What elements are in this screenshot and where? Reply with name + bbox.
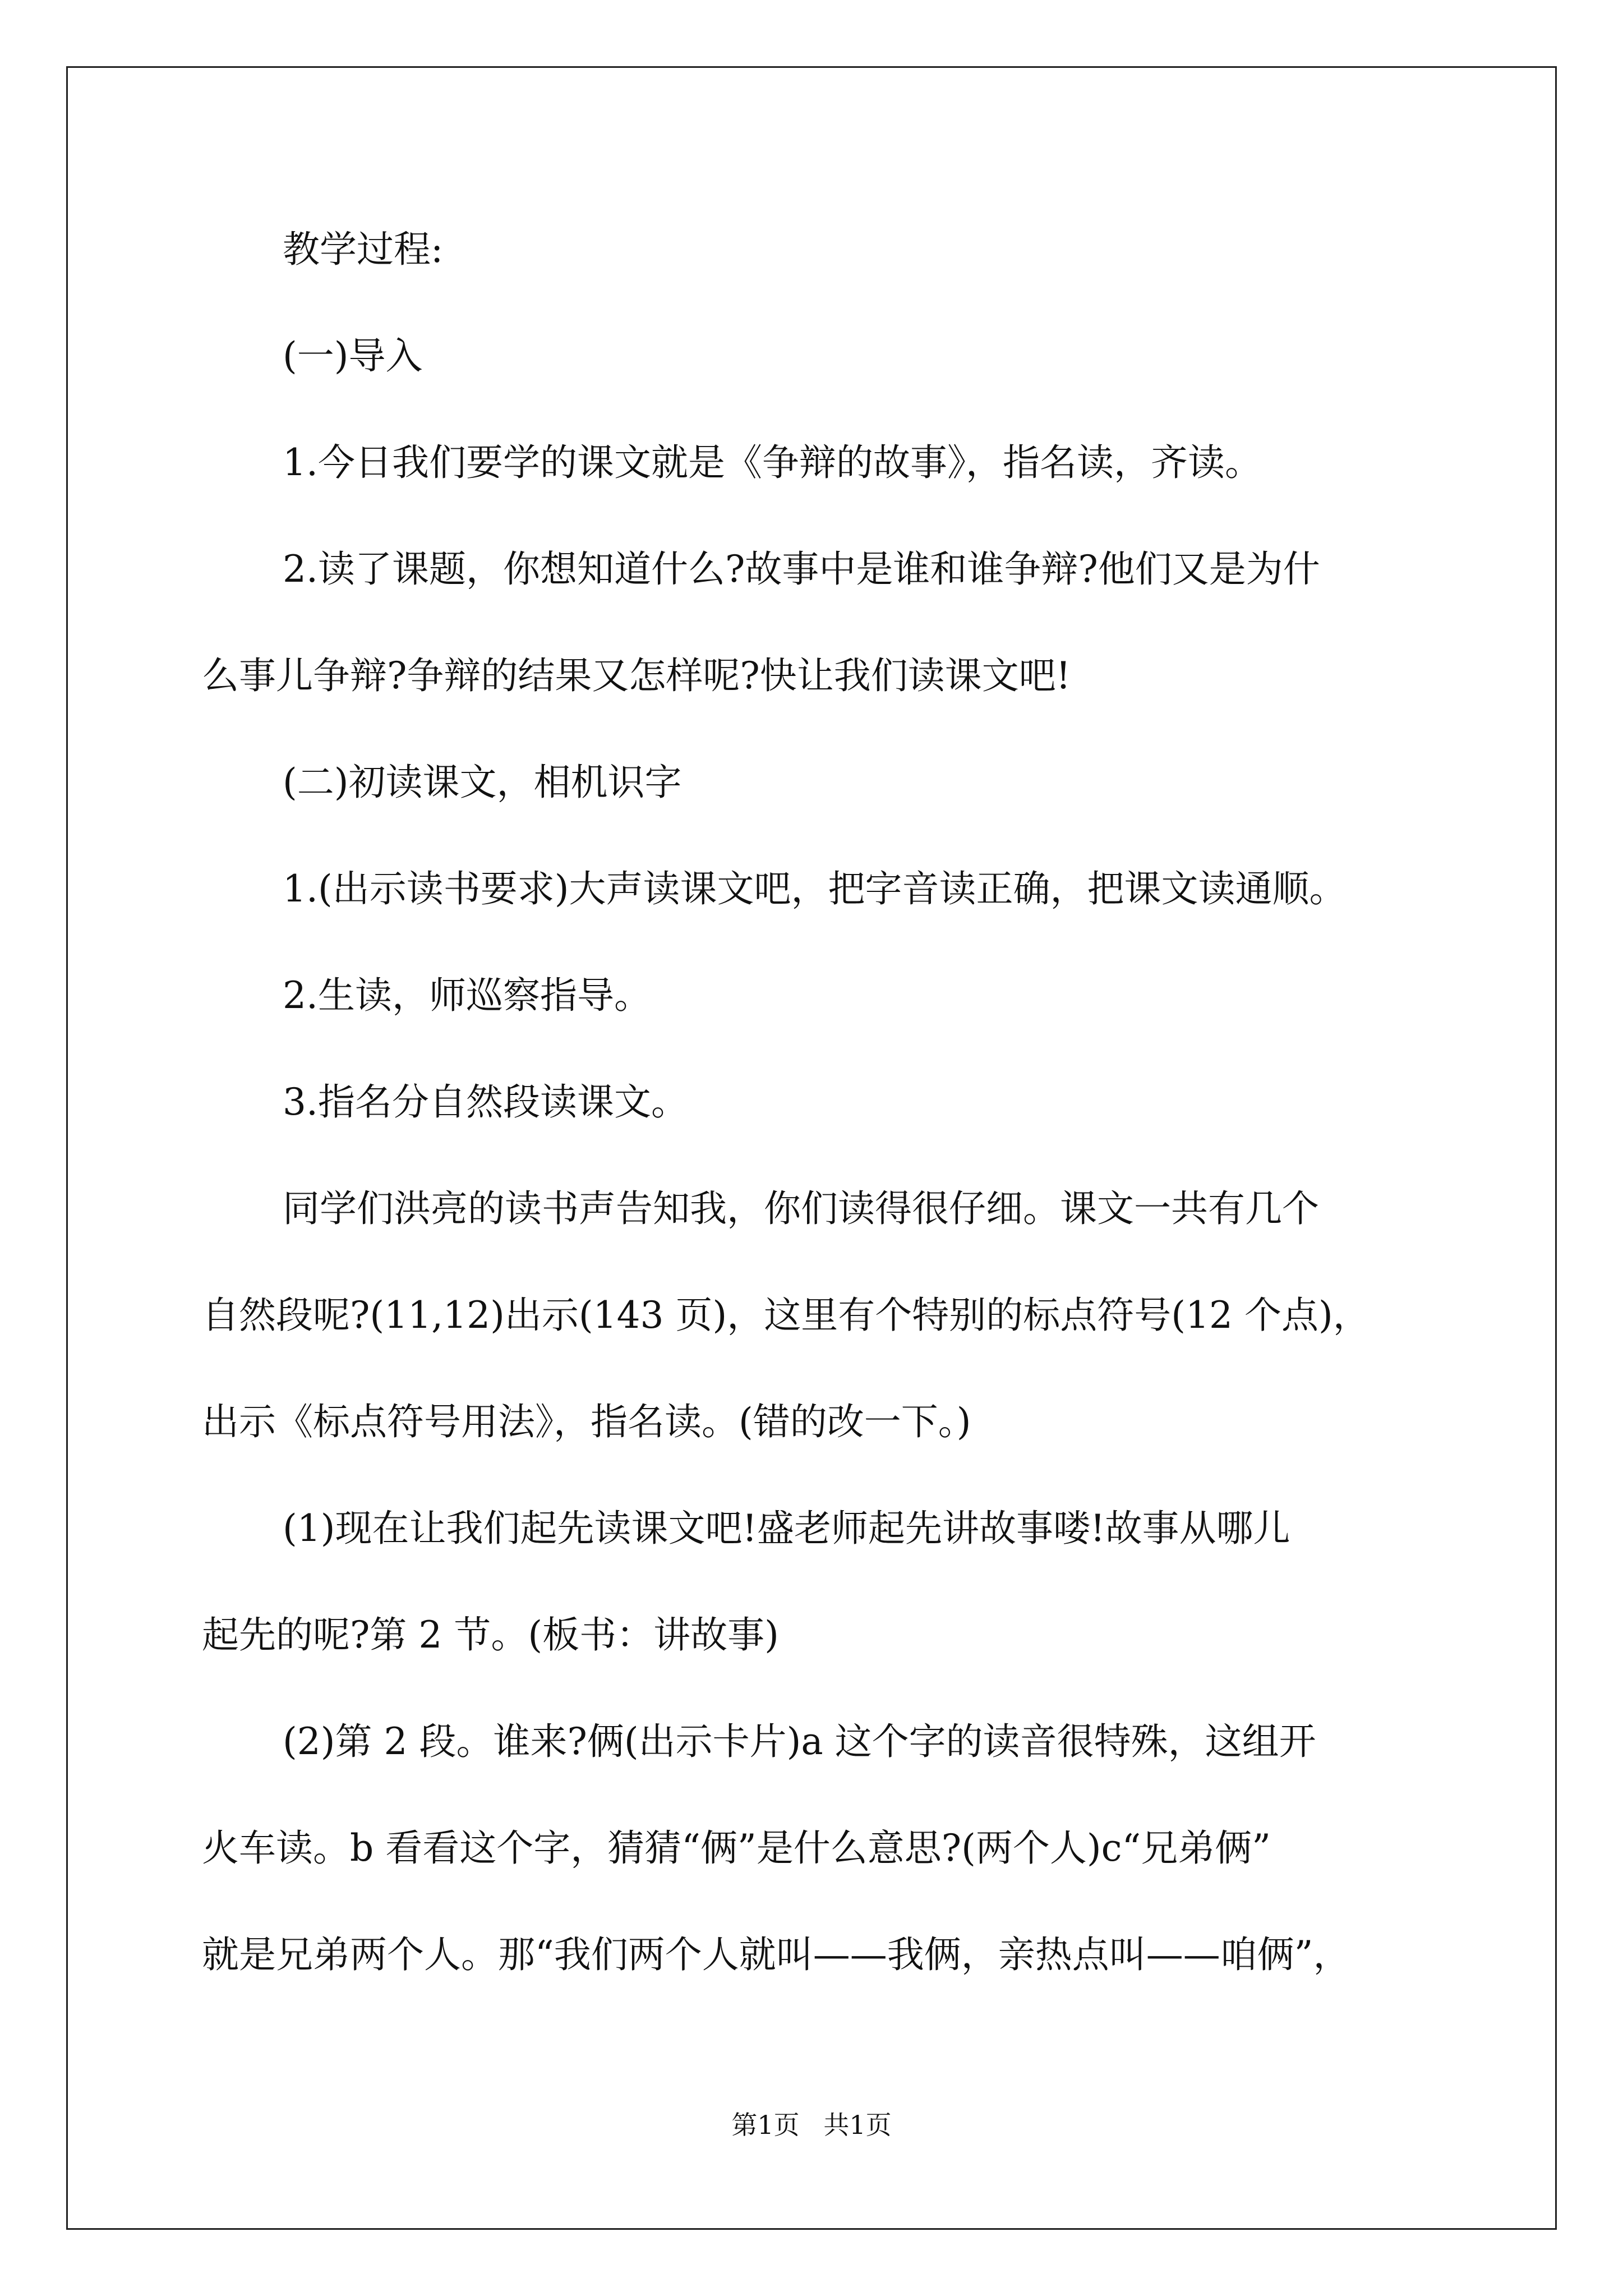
text-line: 同学们洪亮的读书声告知我，你们读得很仔细。课文一共有几个 xyxy=(283,1187,1319,1230)
page-footer xyxy=(0,2105,1623,2142)
text-line: 1.(出示读书要求)大声读课文吧，把字音读正确，把课文读通顺。 xyxy=(283,867,1347,910)
paragraph xyxy=(202,1049,1492,1156)
text-line: 就是兄弟两个人。那“我们两个人就叫——我俩，亲热点叫——咱俩”， xyxy=(202,1933,1350,1976)
paragraph xyxy=(202,196,1492,303)
document-body xyxy=(202,196,1492,2008)
text-line: 2.读了课题，你想知道什么?故事中是谁和谁争辩?他们又是为什 xyxy=(283,547,1320,591)
text-line: 火车读。b 看看这个字，猜猜“俩”是什么意思?(两个人)c“兄弟俩” xyxy=(202,1826,1271,1870)
text-line: 教学过程: xyxy=(283,228,444,271)
text-line: 自然段呢?(11,12)出示(143 页)，这里有个特别的标点符号(12 个点)， xyxy=(202,1294,1370,1337)
paragraph xyxy=(202,942,1492,1049)
text-line: 么事儿争辩?争辩的结果又怎样呢?快让我们读课文吧! xyxy=(202,654,1071,697)
section-heading xyxy=(202,729,1492,836)
text-line: (一)导入 xyxy=(283,334,423,378)
paragraph xyxy=(202,409,1492,516)
paragraph xyxy=(202,1475,1492,1688)
page-total: 共1页 xyxy=(823,2110,892,2140)
text-line: 3.指名分自然段读课文。 xyxy=(283,1080,688,1124)
text-line: (1)现在让我们起先读课文吧!盛老师起先讲故事喽!故事从哪儿 xyxy=(283,1507,1290,1550)
paragraph xyxy=(202,516,1492,729)
text-line: 起先的呢?第 2 节。(板书：讲故事) xyxy=(202,1613,779,1657)
text-line: 1.今日我们要学的课文就是《争辩的故事》，指名读，齐读。 xyxy=(283,441,1262,484)
paragraph xyxy=(202,1688,1492,2008)
text-line: 2.生读，师巡察指导。 xyxy=(283,974,651,1017)
text-line: (二)初读课文，相机识字 xyxy=(283,761,682,804)
paragraph xyxy=(202,1156,1492,1475)
section-heading xyxy=(202,303,1492,409)
paragraph xyxy=(202,836,1492,942)
text-line: 出示《标点符号用法》，指名读。(错的改一下。) xyxy=(202,1400,971,1443)
page-number: 第1页 xyxy=(731,2110,800,2140)
text-line: (2)第 2 段。谁来?俩(出示卡片)a 这个字的读音很特殊，这组开 xyxy=(283,1720,1316,1763)
